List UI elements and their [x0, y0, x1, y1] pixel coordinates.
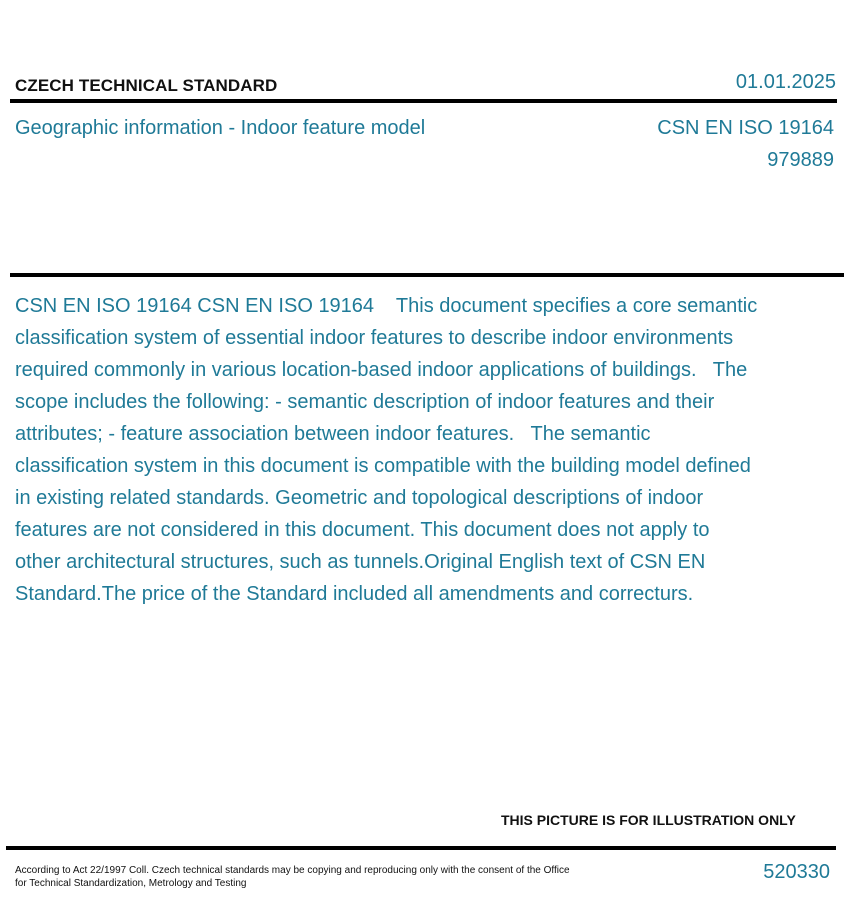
- illustration-note: THIS PICTURE IS FOR ILLUSTRATION ONLY: [501, 812, 796, 828]
- middle-divider: [10, 273, 844, 277]
- document-description: CSN EN ISO 19164 CSN EN ISO 19164 This document specifies a core semantic classification system of essential indoor features to describe indoor environments required commonly in various location-based indoor applications of buildings. The scope includes the following: - semantic description of indoor features and their attributes; - feature association between indoor features. The semantic classification system in this document is compatible with the building model defined in existing related standards. Geometric and topological descriptions of indoor features are not considered in this document. This document does not apply to other architectural structures, such as tunnels.Original English text of CSN EN Standard.The price of the Standard included all amendments and correcturs.: [15, 295, 763, 605]
- bottom-divider: [6, 846, 836, 850]
- header-date: 01.01.2025: [735, 71, 836, 93]
- footer-legal-note: According to Act 22/1997 Coll. Czech technical standards may be copying and reproducing only with the consent of the Office for Technical Standardization, Metrology and Testing: [15, 865, 570, 889]
- top-divider: [10, 99, 837, 103]
- document-id: 979889: [767, 149, 834, 171]
- document-code: CSN EN ISO 19164: [657, 117, 834, 139]
- header-title: CZECH TECHNICAL STANDARD: [15, 76, 278, 95]
- footer-code: 520330: [763, 861, 830, 883]
- document-subtitle: Geographic information - Indoor feature model: [15, 117, 426, 139]
